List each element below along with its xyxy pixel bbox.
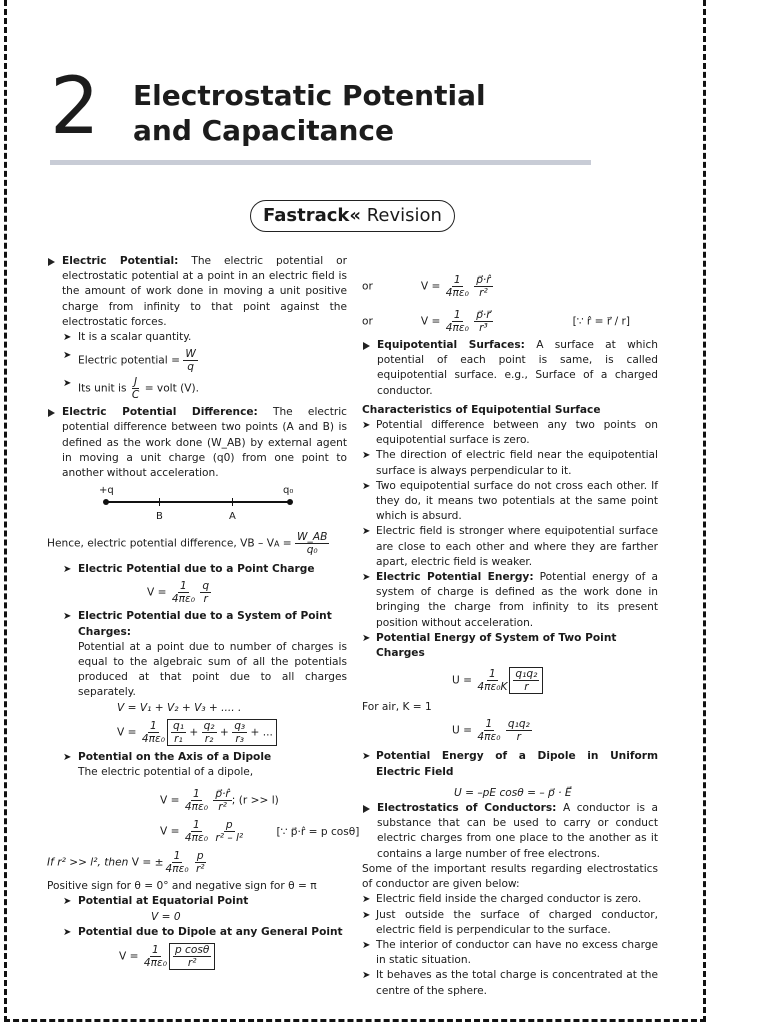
conductors-para: Electrostatics of Conductors: A conductor is a substance that can be used to carry or conduct electric charges from one place to the another as it contains a large number of free electrons.: [362, 801, 658, 862]
dipole-approx: If r² >> l², then V = ± $\frac{1}{\text{4πε₀}}$ $\frac{p}{\text{r²}}$: [47, 850, 205, 876]
system-charges-text: Potential at a point due to number of charges is equal to the algebraic sum of all the potentials produced at that point due to all charges separately.: [78, 640, 347, 699]
diag-tick-a: [232, 498, 233, 506]
char-item: ➤ Two equipotential surface do not cross each other. If they do, it means two potentials at the same point which is absurd.: [362, 479, 658, 525]
diag-label-a: A: [229, 511, 236, 523]
system-formula: V = $\frac{1}{\text{4πε₀}}$ $\frac{\text{q₁}}{\text{r₁}}$ + $\frac{\text{q₂}}{\text{r₂}}$ + $\frac{\text{q₃}}{\text{r₃}}$ + ...: [47, 719, 347, 746]
char-item: ➤ Electric field is stronger where equipotential surface are close to each other and where they are farther apart, electric field is weaker.: [362, 524, 658, 570]
chapter-title-line2: and Capacitance: [133, 114, 394, 147]
sign-note: Positive sign for θ = 0° and negative sign for θ = π: [47, 880, 317, 893]
unit-item: ➤ Its unit is $\frac{J}{C}$ = volt (V).: [47, 376, 347, 401]
diag-tick-b: [159, 498, 160, 506]
badge-label: Revision: [361, 205, 442, 226]
or-formula-1: or V = $\frac{1}{\text{4πε₀}}$ $\frac{p⃗\cdot r̂}{\text{r²}}$: [362, 274, 491, 299]
equatorial-heading: ➤ Potential at Equatorial Point: [47, 894, 347, 909]
result-item: ➤ It behaves as the total charge is concentrated at the centre of the sphere.: [362, 968, 658, 998]
point-charge-formula: V = $\frac{1}{\text{4πε₀}}$ $\frac{q}{r}$: [147, 580, 210, 606]
badge-brand: Fastrack«: [263, 205, 362, 226]
char-item: ➤ Potential difference between any two points on equipotential surface is zero.: [362, 418, 658, 448]
dipole-axis-heading: ➤ Potential on the Axis of a Dipole: [47, 750, 347, 765]
hence-formula: Hence, electric potential difference, VB – VA = $\frac{W\_AB}{\text{q₀}}$: [47, 531, 328, 557]
result-item: ➤ Just outside the surface of charged conductor, electric field is perpendicular to the surface.: [362, 908, 658, 938]
air-formula: U = $\frac{1}{\text{4πε₀}}$ $\frac{\text{q₁q₂}}{r}$: [452, 718, 530, 744]
result-item: ➤ Electric field inside the charged conductor is zero.: [362, 892, 658, 907]
char-item: ➤ The direction of electric field near the equipotential surface is always perpendicular to it.: [362, 448, 658, 478]
potential-difference-para: Electric Potential Difference: The electric potential difference between two points (A and B) is defined as the work done (W_AB) by external agent in moving a unit charge (q0) from one point to another without acceleration.: [47, 405, 347, 481]
dipole-energy-formula: U = –pE cosθ = – p⃗ · E⃗: [454, 786, 572, 799]
diag-label-b: B: [156, 511, 163, 523]
ep-formula: ➤ Electric potential = $\frac{W}{q}$: [47, 348, 347, 373]
system-charges-heading: ➤ Electric Potential due to a System of Point Charges:: [47, 609, 347, 639]
conductors-intro: Some of the important results regarding electrostatics of conductor are given below:: [362, 862, 658, 891]
for-air-text: For air, K = 1: [362, 701, 432, 714]
right-column: [362, 271, 658, 999]
diag-label-plus-q: +q: [99, 485, 114, 497]
diag-test-dot: [287, 499, 293, 505]
or-formula-2: or V = $\frac{1}{\text{4πε₀}}$ $\frac{p⃗\cdot r⃗}{\text{r³}}$ [∵ r̂ = r⃗ / r]: [362, 309, 630, 334]
general-point-formula: V = $\frac{1}{\text{4πε₀}}$ $\frac{\text{p cosθ}}{\text{r²}}$: [47, 943, 347, 970]
characteristics-heading: Characteristics of Equipotential Surface: [362, 403, 601, 416]
system-sum: V = V₁ + V₂ + V₃ + .... .: [117, 701, 242, 714]
two-charges-formula: U = $\frac{1}{\text{4πε₀K}}$ $\frac{\text{q₁q₂}}{r}$: [362, 667, 658, 694]
chapter-number: 2: [50, 62, 100, 152]
point-charge-heading: ➤ Electric Potential due to a Point Charge: [47, 562, 347, 577]
chapter-title: [133, 78, 486, 148]
dipole-axis-formula2: V = $\frac{1}{\text{4πε₀}}$ $\frac{p}{\text{r² – l²}}$ [∵ p⃗·r̂ = p cosθ]: [160, 819, 360, 845]
dipole-axis-text: The electric potential of a dipole,: [78, 766, 254, 779]
dipole-axis-formula1: V = $\frac{1}{\text{4πε₀}}$ $\frac{p⃗\cdot r̂}{\text{r²}}$ ; (r >> l): [160, 788, 279, 814]
two-charges-heading: ➤ Potential Energy of System of Two Point Charges: [362, 631, 658, 661]
general-point-heading: ➤ Potential due to Dipole at any General Point: [47, 925, 347, 940]
left-column: [47, 254, 360, 973]
chapter-title-line1: Electrostatic Potential: [133, 79, 486, 112]
equatorial-value: V = 0: [151, 910, 181, 923]
diag-charge-dot: [103, 499, 109, 505]
result-item: ➤ The interior of conductor can have no excess charge in static situation.: [362, 938, 658, 968]
diag-label-q0: q₀: [283, 485, 294, 497]
fastrack-revision-badge: [250, 200, 455, 232]
dipole-energy-heading: ➤ Potential Energy of a Dipole in Uniform Electric Field: [362, 749, 658, 779]
potential-energy-para: ➤ Electric Potential Energy: Potential energy of a system of charge is defined as the work done in bringing the charge from infinity to its present position without acceleration.: [362, 570, 658, 631]
title-underline: [50, 160, 591, 165]
scalar-item: ➤ It is a scalar quantity.: [47, 330, 347, 345]
charge-line-diagram: [47, 483, 347, 527]
diag-line: [105, 501, 290, 503]
electric-potential-para: Electric Potential: The electric potential or electrostatic potential at a point in an electric field is the amount of work done in moving a unit positive charge from infinity to that point against the electrostatic forces.: [47, 254, 347, 330]
equipotential-para: Equipotential Surfaces: A surface at which potential of each point is same, is called equipotential surface. e.g., Surface of a charged conductor.: [362, 338, 658, 399]
